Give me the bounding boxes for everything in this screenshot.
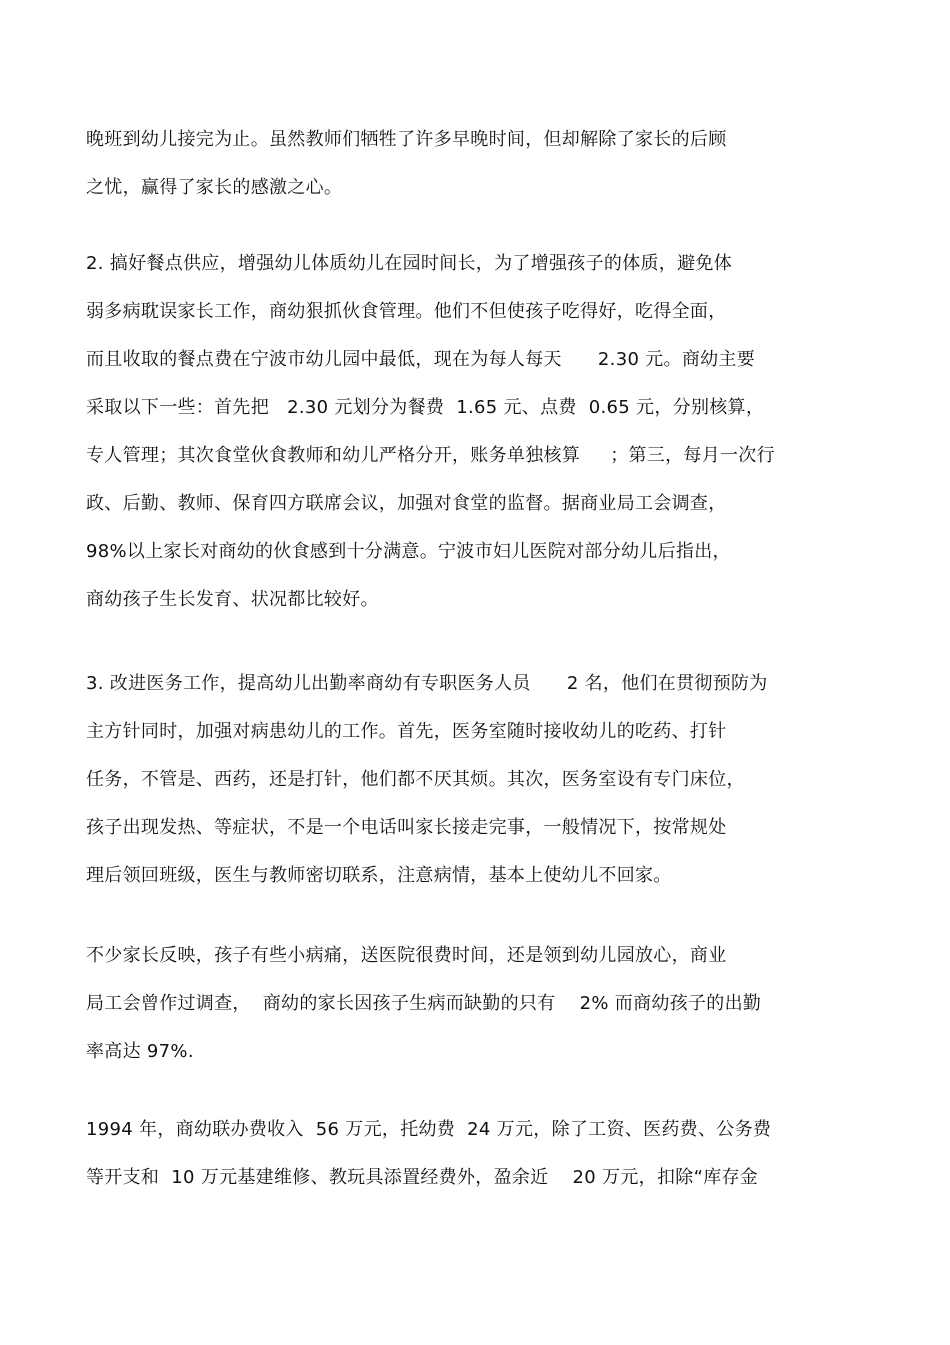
text-line: 局工会曾作过调查， 商幼的家长因孩子生病而缺勤的只有 2% 而商幼孩子的出勤: [86, 993, 762, 1014]
text-line: 商幼孩子生长发育、状况都比较好。: [86, 589, 379, 610]
text-line: 98%以上家长对商幼的伙食感到十分满意。宁波市妇儿医院对部分幼儿后指出，: [86, 541, 731, 562]
text-line: 而且收取的餐点费在宁波市幼儿园中最低，现在为每人每天 2.30 元。商幼主要: [86, 349, 756, 370]
text-line: 之忧，赢得了家长的感激之心。: [86, 177, 343, 198]
text-line: 率高达 97%.: [86, 1041, 194, 1062]
text-line: 政、后勤、教师、保育四方联席会议，加强对食堂的监督。据商业局工会调查，: [86, 493, 727, 514]
text-line: 2. 搞好餐点供应，增强幼儿体质幼儿在园时间长，为了增强孩子的体质，避免体: [86, 253, 732, 274]
paragraph-5: [86, 1106, 866, 1202]
text-line: 任务，不管是、西药，还是打针，他们都不厌其烦。其次，医务室设有专门床位，: [86, 769, 745, 790]
text-line: 3. 改进医务工作，提高幼儿出勤率商幼有专职医务人员 2 名，他们在贯彻预防为: [86, 673, 768, 694]
text-line: 等开支和 10 万元基建维修、教玩具添置经费外，盈余近 20 万元，扣除“库存金: [86, 1167, 759, 1188]
text-line: 专人管理；其次食堂伙食教师和幼儿严格分开，账务单独核算 ；第三，每月一次行: [86, 445, 775, 466]
text-line: 采取以下一些：首先把 2.30 元划分为餐费 1.65 元、点费 0.65 元，分别核算，: [86, 397, 765, 418]
text-line: 孩子出现发热、等症状，不是一个电话叫家长接走完事，一般情况下，按常规处: [86, 817, 727, 838]
paragraph-4: [86, 932, 866, 1076]
text-line: 理后领回班级，医生与教师密切联系，注意病情，基本上使幼儿不回家。: [86, 865, 672, 886]
text-line: 1994 年，商幼联办费收入 56 万元，托幼费 24 万元，除了工资、医药费、公务费: [86, 1119, 772, 1140]
text-line: 晚班到幼儿接完为止。虽然教师们牺牲了许多早晚时间，但却解除了家长的后顾: [86, 129, 727, 150]
paragraph-1: [86, 116, 866, 212]
text-line: 不少家长反映，孩子有些小病痛，送医院很费时间，还是领到幼儿园放心，商业: [86, 945, 727, 966]
paragraph-2: [86, 240, 866, 624]
text-line: 主方针同时，加强对病患幼儿的工作。首先，医务室随时接收幼儿的吃药、打针: [86, 721, 727, 742]
paragraph-3: [86, 660, 866, 900]
text-line: 弱多病耽误家长工作，商幼狠抓伙食管理。他们不但使孩子吃得好，吃得全面，: [86, 301, 727, 322]
